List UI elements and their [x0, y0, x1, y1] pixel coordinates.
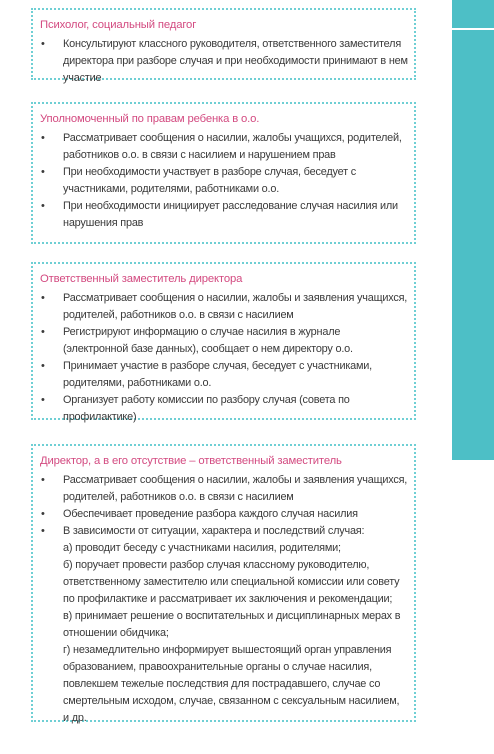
side-tab-notch — [452, 12, 494, 30]
section-list — [40, 472, 408, 540]
section-title: Ответственный заместитель директора — [40, 273, 243, 285]
section-title: Директор, а в его отсутствие – ответственный заместитель — [40, 455, 342, 467]
list-item: • Организует работу комиссии по разбору случая (совета по профилактике) — [40, 392, 408, 426]
sub-item: в) принимает решение о воспитательных и дисциплинарных мерах в отношении обидчика; — [63, 610, 401, 639]
section-deputy-director — [31, 262, 416, 423]
list-item: • Обеспечивает проведение разбора каждого случая насилия — [40, 506, 408, 523]
sub-item: г) незамедлительно информирует вышестоящий орган управления образованием, правоохранительные органы о случае насилия, повлекшем тежелые последствия для пострадавшего, случае со смертельным исходом, случае, связанном с сексуальным насилием, и др. — [63, 644, 400, 724]
list-item: • При необходимости инициирует расследование случая насилия или нарушения прав — [40, 198, 408, 232]
section-title: Психолог, социальный педагог — [40, 19, 197, 31]
section-list — [40, 290, 408, 426]
section-ombudsman — [31, 102, 416, 244]
side-tab — [452, 0, 494, 460]
section-list — [40, 36, 408, 87]
list-item: • Принимает участие в разборе случая, беседует с участниками, родителями, работниками о.о. — [40, 358, 408, 392]
list-item: • Рассматривает сообщения о насилии, жалобы и заявления учащихся, родителей, работников о.о. в связи с насилием — [40, 290, 408, 324]
section-list — [40, 130, 408, 232]
sub-item: а) проводит беседу с участниками насилия, родителями; — [63, 542, 341, 554]
list-item: • Рассматривает сообщения о насилии, жалобы учащихся, родителей, работников о.о. в связи с насилием и нарушением прав — [40, 130, 408, 164]
sub-item: б) поручает провести разбор случая классному руководителю, ответственному заместителю или специальной комиссии или совету по профилактике и рассматривает их заключения и рекомендации; — [63, 559, 400, 605]
list-item: • Рассматривает сообщения о насилии, жалобы и заявления учащихся, родителей, работников о.о. в связи с насилием — [40, 472, 408, 506]
list-item: • Регистрируют информацию о случае насилия в журнале (электронной базе данных), сообщает о нем директору о.о. — [40, 324, 408, 358]
list-item: • Консультируют классного руководителя, ответственного заместителя директора при разборе случая и при необходимости принимают в нем участие — [40, 36, 408, 87]
list-item: • В зависимости от ситуации, характера и последствий случая: — [40, 523, 408, 540]
section-psychologist — [31, 8, 416, 84]
section-director — [31, 444, 416, 722]
section-title: Уполномоченный по правам ребенка в о.о. — [40, 113, 260, 125]
list-item: • При необходимости участвует в разборе случая, беседует с участниками, родителями, работниками о.о. — [40, 164, 408, 198]
